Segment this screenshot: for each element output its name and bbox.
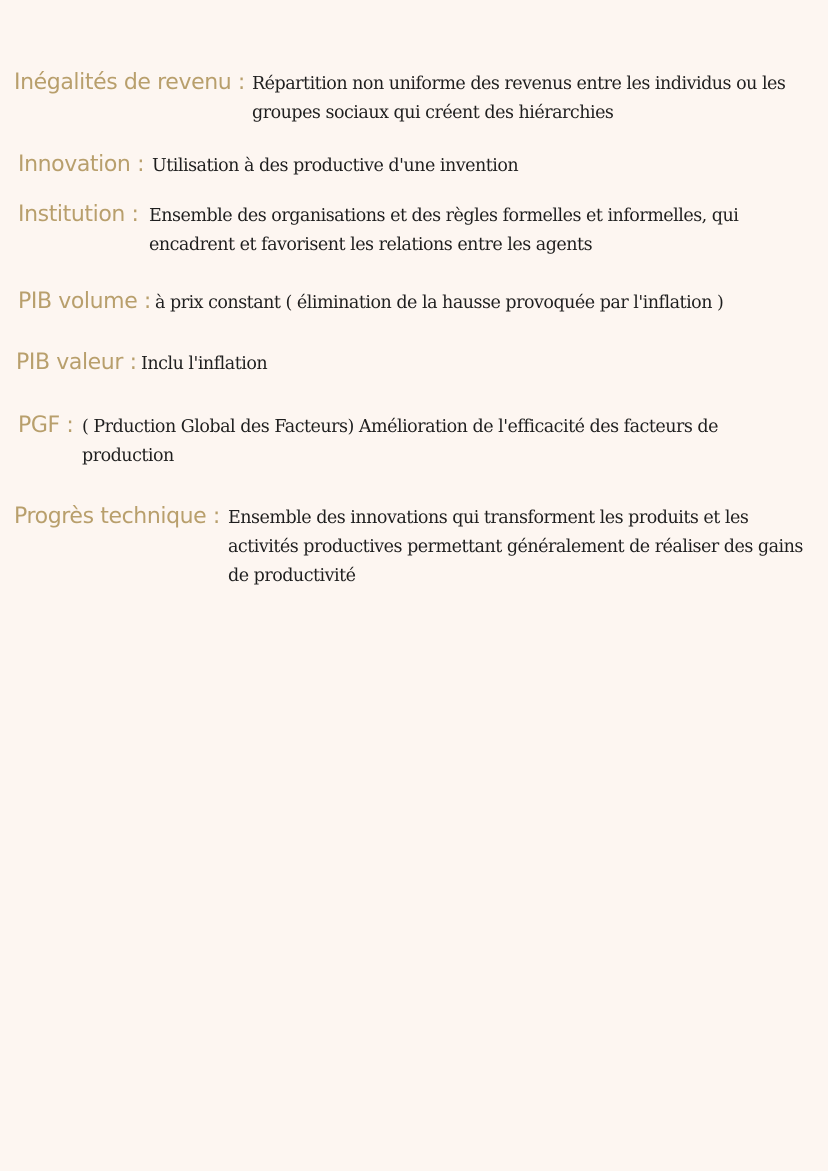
glossary-definition: Inclu l'inflation (141, 354, 268, 374)
glossary-entry-inegalites (14, 68, 814, 128)
glossary-term: PGF : (18, 413, 74, 438)
glossary-term: Innovation : (18, 152, 145, 177)
glossary-entry-pib-volume (18, 287, 808, 318)
glossary-term: Inégalités de revenu : (14, 70, 245, 95)
glossary-entry-pgf (18, 411, 808, 471)
glossary-entry-pib-valeur (16, 348, 806, 379)
glossary-definition: à prix constant ( élimination de la hausse provoquée par l'inflation ) (155, 293, 724, 313)
glossary-term: PIB volume : (18, 289, 151, 314)
glossary-definition: Ensemble des organisations et des règles formelles et informelles, qui encadrent et favorisent les relations entre les agents (149, 206, 739, 255)
glossary-definition: Ensemble des innovations qui transforment les produits et les activités productives permettant généralement de réaliser des gains de productivité (228, 508, 803, 586)
glossary-definition: ( Prduction Global des Facteurs) Amélioration de l'efficacité des facteurs de production (82, 417, 718, 466)
glossary-entry-institution (18, 200, 808, 260)
glossary-definition: Répartition non uniforme des revenus entre les individus ou les groupes sociaux qui créent des hiérarchies (252, 74, 786, 123)
glossary-term: Progrès technique : (14, 504, 220, 529)
glossary-term: PIB valeur : (16, 350, 137, 375)
glossary-definition: Utilisation à des productive d'une invention (152, 156, 519, 176)
glossary-term: Institution : (18, 202, 139, 227)
glossary-entry-innovation (18, 150, 808, 181)
glossary-entry-progres-technique (14, 502, 814, 591)
